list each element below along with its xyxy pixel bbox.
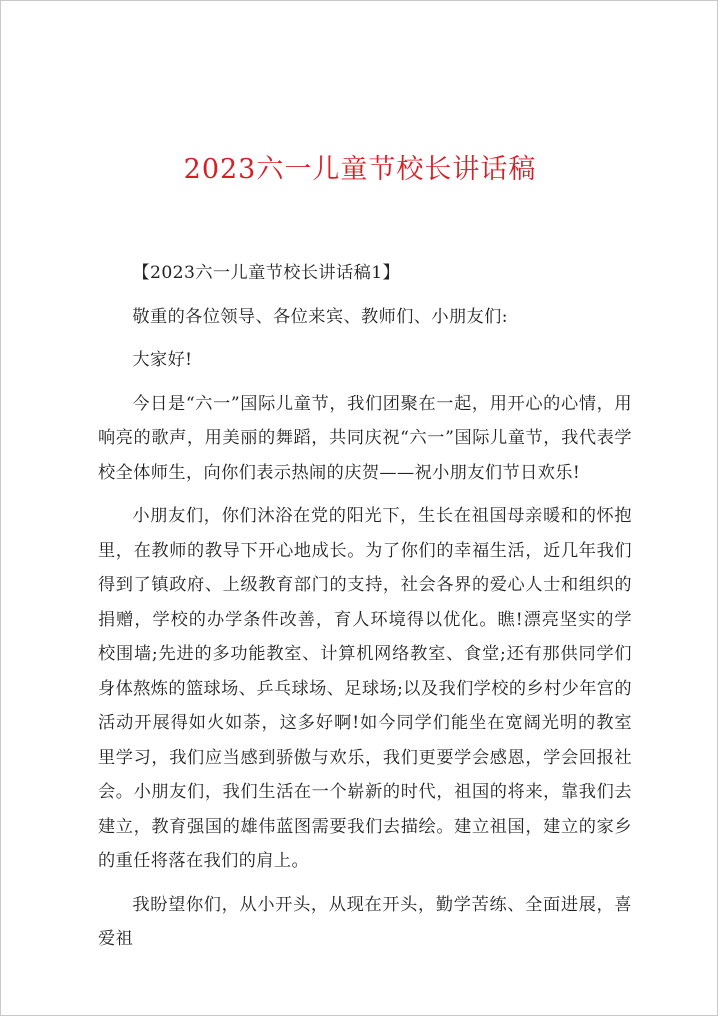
- document-body: [98, 256, 632, 966]
- document-title: 2023六一儿童节校长讲话稿: [183, 154, 537, 185]
- salutation: 敬重的各位领导、各位来宾、教师们、小朋友们:: [132, 306, 508, 327]
- greeting: 大家好!: [132, 350, 193, 370]
- body-paragraph: 我盼望你们，从小开头，从现在开头，勤学苦练、全面进展，喜爱祖: [98, 894, 632, 949]
- body-paragraph: 小朋友们，你们沐浴在党的阳光下，生长在祖国母亲暖和的怀抱里，在教师的教导下开心地成长。为了你们的幸福生活，近几年我们得到了镇政府、上级教育部门的支持，社会各界的爱心人士和组织的捐赠，学校的办学条件改善，育人环境得以优化。瞧!漂亮坚实的学校围墙;先进的多功能教室、计算机网络教室、食堂;还有那供同学们身体熬炼的篮球场、乒乓球场、足球场;以及我们学校的乡村少年宫的活动开展得如火如荼，这多好啊!如今同学们能坐在宽阔光明的教室里学习，我们应当感到骄傲与欢乐，我们更要学会感恩，学会回报社会。小朋友们，我们生活在一个崭新的时代，祖国的将来，靠我们去建立，教育强国的雄伟蓝图需要我们去描绘。建立祖国，建立的家乡的重任将落在我们的肩上。: [98, 506, 632, 871]
- body-paragraph: 今日是“六一”国际儿童节，我们团聚在一起，用开心的心情，用响亮的歌声，用美丽的舞蹈，共同庆祝“六一”国际儿童节，我代表学校全体师生，向你们表示热闹的庆贺——祝小朋友们节日欢乐!: [98, 393, 632, 483]
- section-heading: 【2023六一儿童节校长讲话稿1】: [132, 263, 401, 283]
